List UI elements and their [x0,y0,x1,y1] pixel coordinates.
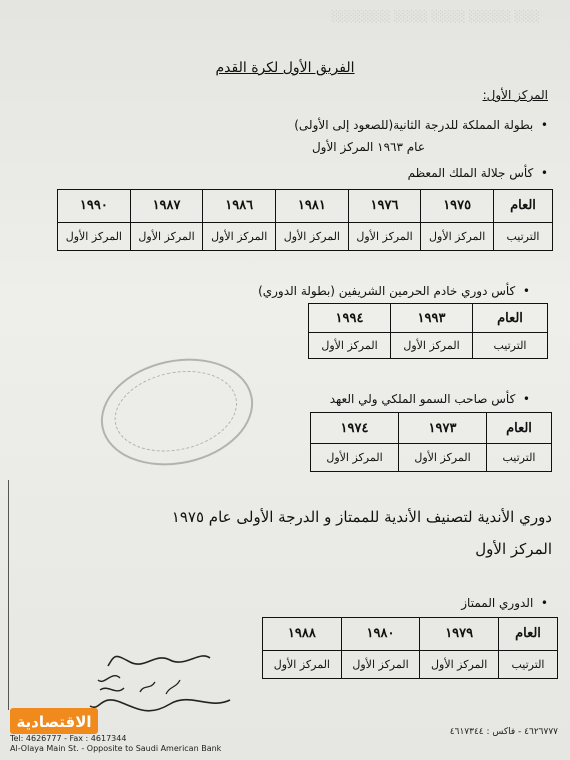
rank-cell: المركز الأول [421,222,494,250]
rank-header: الترتيب [487,444,552,472]
year-cell: ١٩٧٥ [421,190,494,223]
svg-text:الاقتصادية: الاقتصادية [16,713,92,731]
rank-header: الترتيب [494,222,553,250]
rank-cell: المركز الأول [391,333,473,359]
rank-cell: المركز الأول [263,650,342,678]
clubs-league-subheading: المركز الأول [475,540,552,558]
year-cell: ١٩٩٤ [309,304,391,333]
year-cell: ١٩٩٣ [391,304,473,333]
bleed-through-text: ░░░ ░░░░░ ░░░░ ░░░░ ░░░░░░░ [331,10,540,23]
year-cell: ١٩٨٧ [130,190,203,223]
rank-cell: المركز الأول [420,650,499,678]
result-1963: عام ١٩٦٣ المركز الأول [311,140,425,154]
crown-prince-table [310,412,552,472]
clubs-league-heading: دوري الأندية لتصنيف الأندية للممتاز و الدرجة الأولى عام ١٩٧٥ [171,508,552,526]
bullet-premier-league: • الدوري الممتاز [461,596,548,610]
bullet-kingdom-second-division: • بطولة المملكة للدرجة الثانية(للصعود إلى الأولى) [294,118,548,132]
rank-header: الترتيب [499,650,558,678]
rank-header: الترتيب [473,333,548,359]
rank-cell: المركز الأول [348,222,421,250]
footer-address: Al-Olaya Main St. - Opposite to Saudi American Bank [10,744,222,753]
year-cell: ١٩٧٦ [348,190,421,223]
rank-cell: المركز الأول [309,333,391,359]
bullet-custodian-league: • كأس دوري خادم الحرمين الشريفين (بطولة الدوري) [258,284,530,298]
margin-line [8,480,9,710]
rank-cell: المركز الأول [341,650,420,678]
bullet-text: كأس جلالة الملك المعظم [407,166,534,180]
year-header: العام [494,190,553,223]
year-cell: ١٩٨٦ [203,190,276,223]
rank-cell: المركز الأول [130,222,203,250]
king-cup-table [57,189,553,251]
year-header: العام [487,413,552,444]
bullet-text: بطولة المملكة للدرجة الثانية(للصعود إلى الأولى) [294,118,534,132]
year-cell: ١٩٨٨ [263,618,342,651]
rank-cell: المركز الأول [276,222,349,250]
footer-phone: Tel: 4626777 - Fax : 4617344 [10,734,127,743]
premier-league-table [262,617,558,679]
bullet-text: كأس صاحب السمو الملكي ولي العهد [329,392,516,406]
bullet-text: كأس دوري خادم الحرمين الشريفين (بطولة الدوري) [258,284,516,298]
rank-heading: المركز الأول: [482,88,548,102]
year-cell: ١٩٧٣ [399,413,487,444]
year-cell: ١٩٧٩ [420,618,499,651]
official-stamp [91,345,263,479]
aleqtisadiah-logo [10,706,98,736]
rank-cell: المركز الأول [399,444,487,472]
league-table [308,303,548,359]
rank-cell: المركز الأول [311,444,399,472]
bullet-text: الدوري الممتاز [461,596,534,610]
footer-contact-en [10,734,221,754]
year-header: العام [473,304,548,333]
page-title: الفريق الأول لكرة القدم [215,60,355,76]
year-cell: ١٩٩٠ [58,190,131,223]
rank-cell: المركز الأول [58,222,131,250]
year-cell: ١٩٧٤ [311,413,399,444]
year-header: العام [499,618,558,651]
year-cell: ١٩٨٠ [341,618,420,651]
year-cell: ١٩٨١ [276,190,349,223]
footer-contact-ar: ٤٦٢٦٧٧٧ - فاكس : ٤٦١٧٣٤٤ [449,727,558,737]
bullet-king-cup: • كأس جلالة الملك المعظم [407,166,548,180]
rank-cell: المركز الأول [203,222,276,250]
bullet-crown-prince-cup: • كأس صاحب السمو الملكي ولي العهد [329,392,530,406]
